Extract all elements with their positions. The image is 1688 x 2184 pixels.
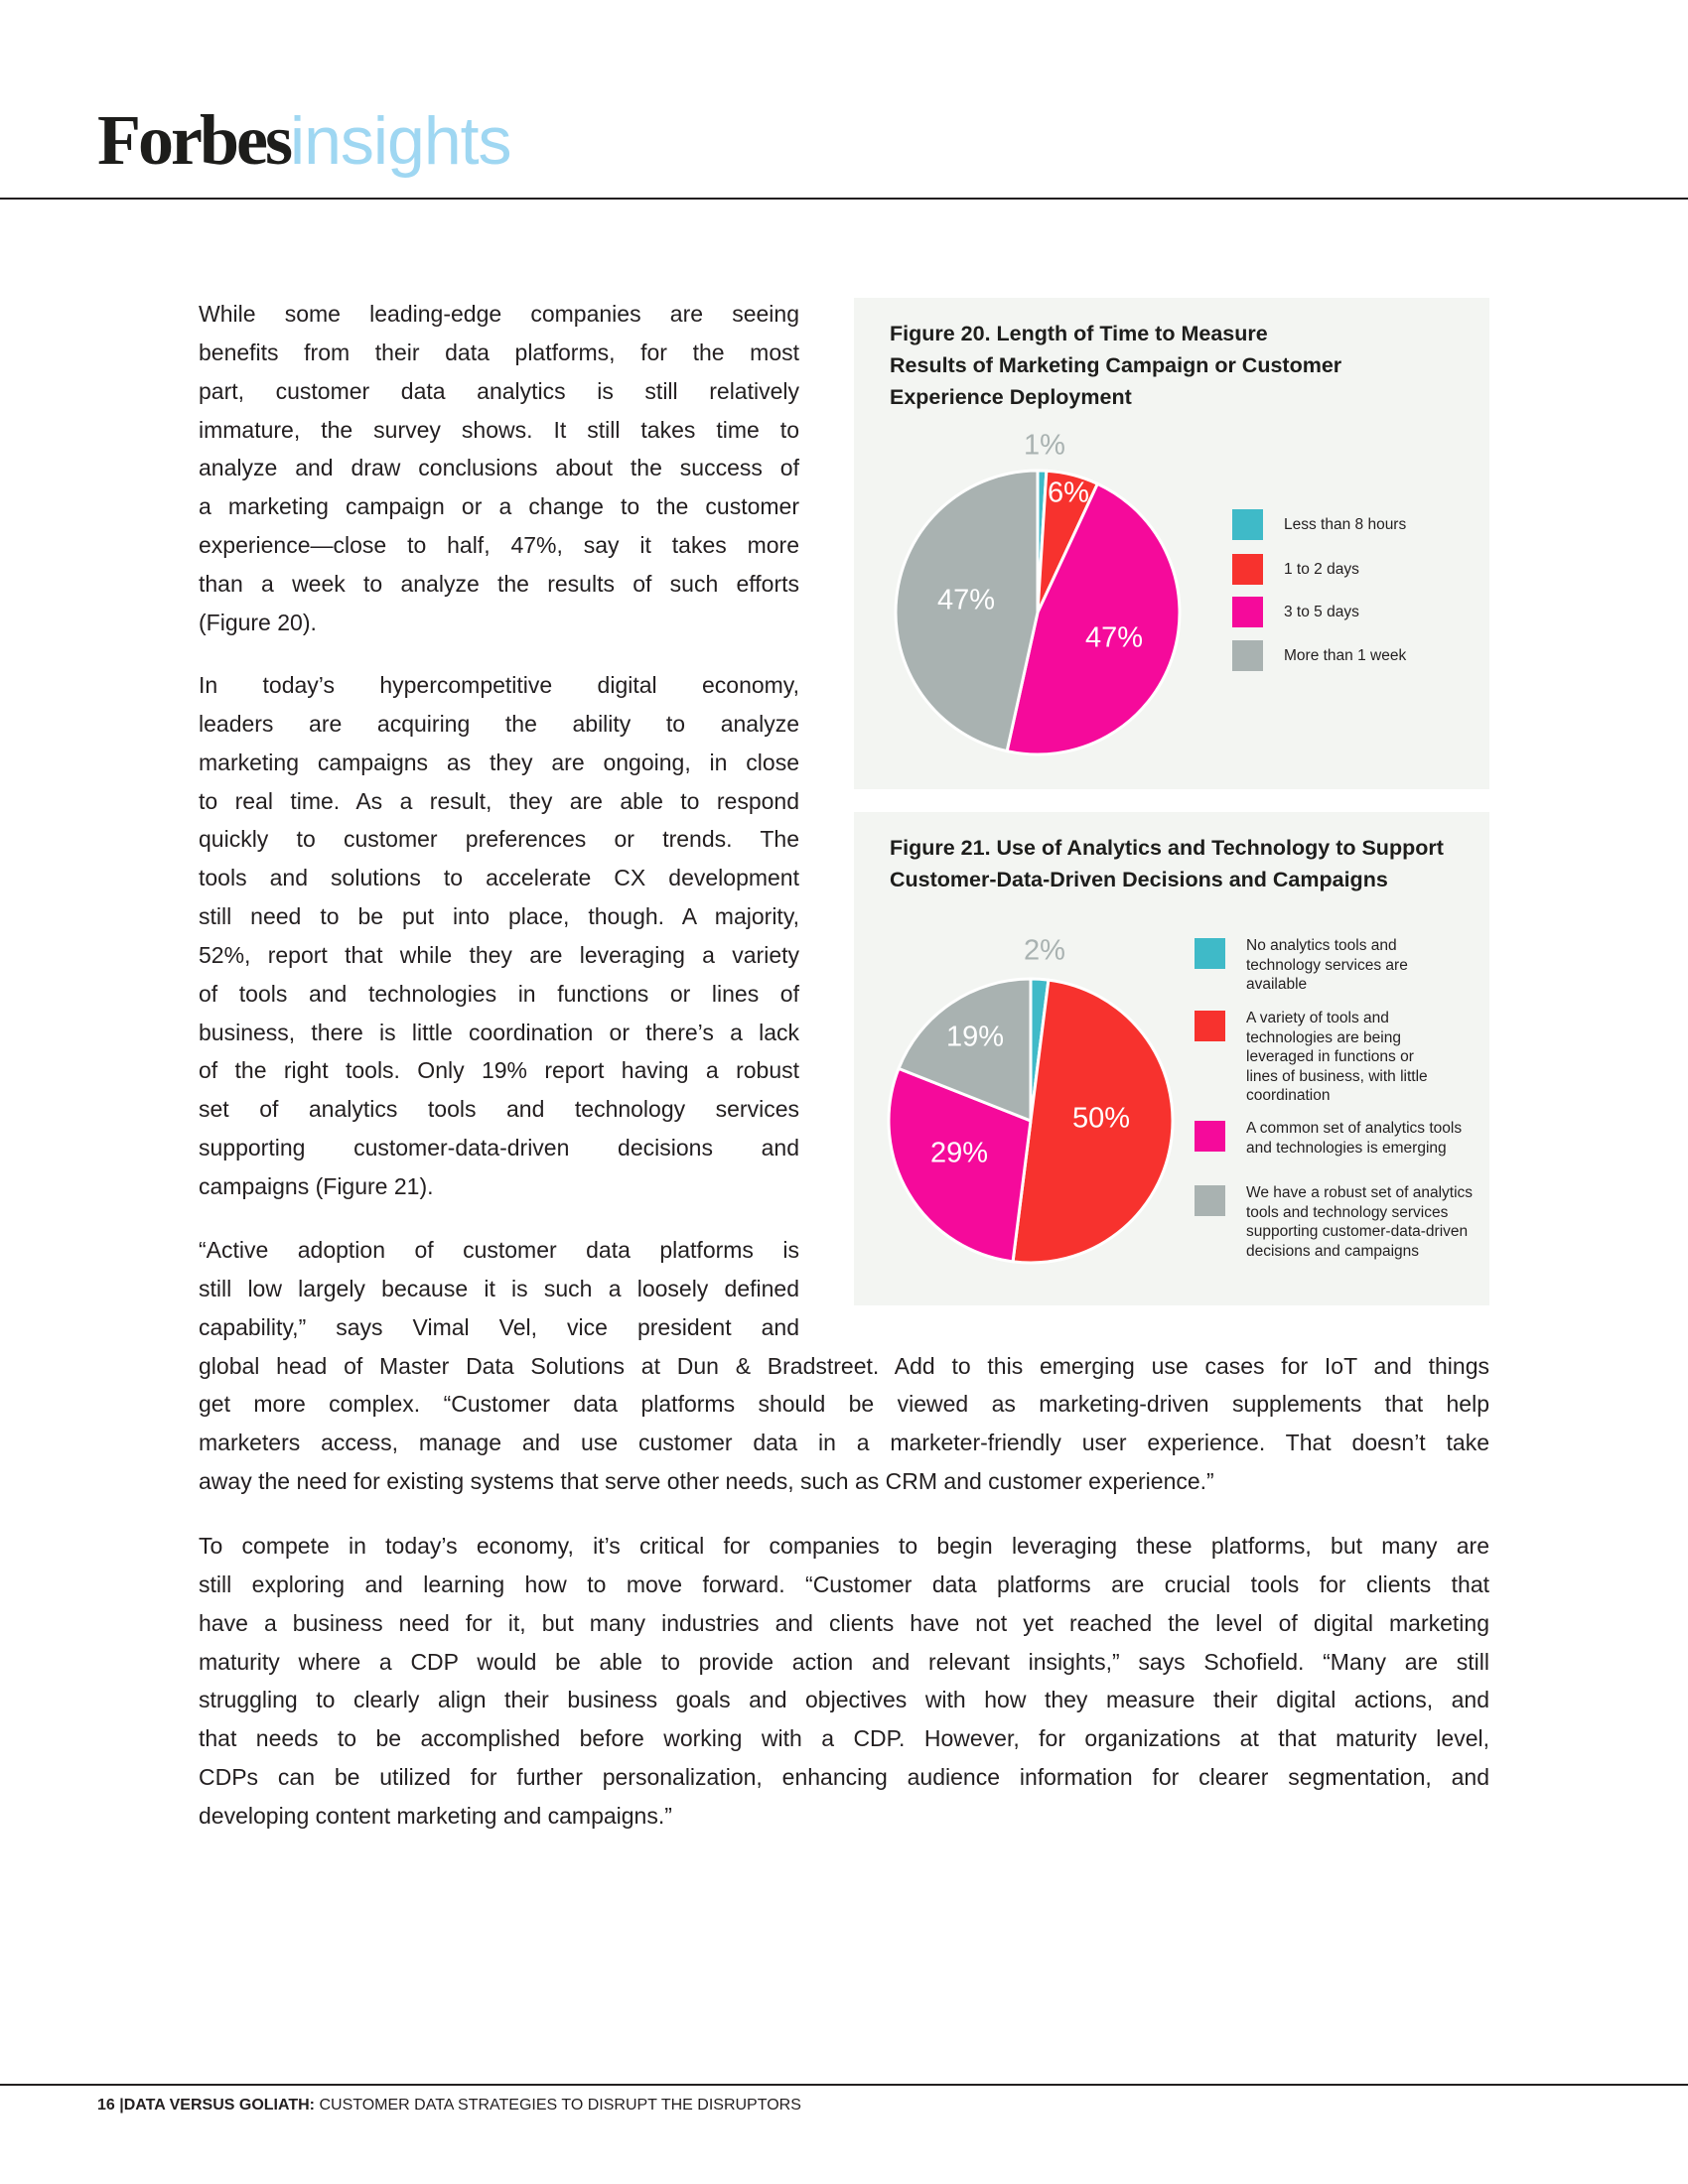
text-line: global head of Master Data Solutions at Dun & Bradstreet. Add to this emerging use cases for IoT and things <box>199 1352 1489 1379</box>
text-line: still exploring and learning how to move forward. “Customer data platforms are crucial tools for clients that <box>199 1570 1489 1597</box>
figure-20-pie <box>854 298 1489 789</box>
legend-label: No analytics tools and technology services are available <box>1246 937 1408 994</box>
legend-swatch <box>1195 938 1225 969</box>
page-footer <box>97 2097 801 2115</box>
legend-label: More than 1 week <box>1284 647 1407 664</box>
title-line: Figure 21. Use of Analytics and Technology to Support <box>890 836 1444 860</box>
legend-label: We have a robust set of analytics tools and technology services supporting customer-data-driven decisions and campaigns <box>1246 1184 1474 1260</box>
text-line: set of analytics tools and technology services <box>199 1096 799 1123</box>
text-line: tools and solutions to accelerate CX development <box>199 865 799 891</box>
legend-swatch <box>1195 1011 1225 1041</box>
title-line: Results of Marketing Campaign or Customer <box>890 353 1342 377</box>
title-line: Experience Deployment <box>890 385 1132 409</box>
text-line: quickly to customer preferences or trends. The <box>199 826 799 853</box>
text-line: maturity where a CDP would be able to provide action and relevant insights,” says Schofield. “Many are still <box>199 1648 1489 1675</box>
text-line: than a week to analyze the results of such efforts <box>199 570 799 597</box>
legend-swatch <box>1195 1185 1225 1216</box>
page-number: 16 | <box>97 2097 124 2114</box>
text-line: analyze and draw conclusions about the success of <box>199 455 799 481</box>
legend-label: A common set of analytics tools and technologies is emerging <box>1246 1120 1463 1157</box>
text-line: supporting customer-data-driven decisions and <box>199 1135 799 1161</box>
text-line: “Active adoption of customer data platforms is <box>199 1237 799 1263</box>
text-line: away the need for existing systems that serve other needs, such as CRM and customer experience.” <box>199 1468 1214 1495</box>
legend-swatch <box>1232 640 1263 671</box>
text-line: marketers access, manage and use customer data in a marketer-friendly user experience. That doesn’t take <box>199 1430 1489 1456</box>
text-line: 52%, report that while they are leveraging a variety <box>199 941 799 968</box>
text-line: While some leading-edge companies are seeing <box>199 301 799 327</box>
legend-label: 3 to 5 days <box>1284 604 1359 620</box>
figure-21-panel <box>854 812 1489 1305</box>
legend-swatch <box>1232 509 1263 540</box>
title-line: Figure 20. Length of Time to Measure <box>890 322 1268 345</box>
data-label: 2% <box>1024 934 1065 967</box>
logo-insights: insights <box>289 103 511 179</box>
text-line: leaders are acquiring the ability to analyze <box>199 710 799 737</box>
logo-forbes: Forbes <box>97 100 290 180</box>
legend-swatch <box>1232 554 1263 585</box>
data-label: 1% <box>1024 429 1065 462</box>
text-line: have a business need for it, but many industries and clients have not yet reached the level of digital marketing <box>199 1609 1489 1636</box>
data-label: 6% <box>1048 477 1089 509</box>
text-line: a marketing campaign or a change to the customer <box>199 493 799 520</box>
data-label: 29% <box>929 1137 989 1169</box>
paragraph-4 <box>199 1527 1489 1836</box>
text-line: capability,” says Vimal Vel, vice president and <box>199 1313 799 1340</box>
text-line: immature, the survey shows. It still takes time to <box>199 416 799 443</box>
text-line: experience—close to half, 47%, say it takes more <box>199 532 799 559</box>
legend-swatch <box>1232 597 1263 627</box>
data-label: 47% <box>936 584 996 616</box>
title-line: Customer-Data-Driven Decisions and Campaigns <box>890 868 1388 891</box>
text-line: (Figure 20). <box>199 609 317 635</box>
text-line: struggling to clearly align their business goals and objectives with how they measure their digital actions, and <box>199 1687 1489 1713</box>
text-line: To compete in today’s economy, it’s critical for companies to begin leveraging these platforms, but many are <box>199 1533 1489 1559</box>
text-line: still low largely because it is such a loosely defined <box>199 1275 799 1301</box>
text-line: benefits from their data platforms, for the most <box>199 339 799 365</box>
text-line: marketing campaigns as they are ongoing, in close <box>199 749 799 775</box>
forbes-insights-logo <box>97 99 511 189</box>
paragraph-1 <box>199 295 799 642</box>
text-line: to real time. As a result, they are able to respond <box>199 787 799 814</box>
report-title: DATA VERSUS GOLIATH: <box>123 2097 316 2114</box>
legend-label: Less than 8 hours <box>1284 516 1407 533</box>
legend-label: A variety of tools and technologies are being leveraged in functions or lines of business, with little coordination <box>1246 1010 1428 1105</box>
header-divider <box>0 198 1688 200</box>
report-subtitle: CUSTOMER DATA STRATEGIES TO DISRUPT THE DISRUPTORS <box>315 2097 801 2114</box>
text-line: business, there is little coordination or there’s a lack <box>199 1019 799 1045</box>
data-label: 47% <box>1084 621 1144 654</box>
text-line: developing content marketing and campaigns.” <box>199 1802 672 1829</box>
text-line: part, customer data analytics is still relatively <box>199 377 799 404</box>
footer-divider <box>0 2084 1688 2086</box>
legend-label: 1 to 2 days <box>1284 561 1359 578</box>
text-line: of the right tools. Only 19% report having a robust <box>199 1057 799 1084</box>
text-line: of tools and technologies in functions or lines of <box>199 980 799 1007</box>
text-line: campaigns (Figure 21). <box>199 1172 434 1199</box>
paragraph-2 <box>199 666 799 1206</box>
data-label: 19% <box>945 1021 1005 1053</box>
text-line: In today’s hypercompetitive digital economy, <box>199 672 799 698</box>
figure-20-panel <box>854 298 1489 789</box>
legend-swatch <box>1195 1121 1225 1152</box>
text-line: that needs to be accomplished before working with a CDP. However, for organizations at that maturity level, <box>199 1725 1489 1752</box>
text-line: CDPs can be utilized for further personalization, enhancing audience information for clearer segmentation, and <box>199 1764 1489 1791</box>
text-line: still need to be put into place, though. A majority, <box>199 903 799 930</box>
text-line: get more complex. “Customer data platforms should be viewed as marketing-driven supplements that help <box>199 1391 1489 1418</box>
data-label: 50% <box>1071 1102 1131 1135</box>
